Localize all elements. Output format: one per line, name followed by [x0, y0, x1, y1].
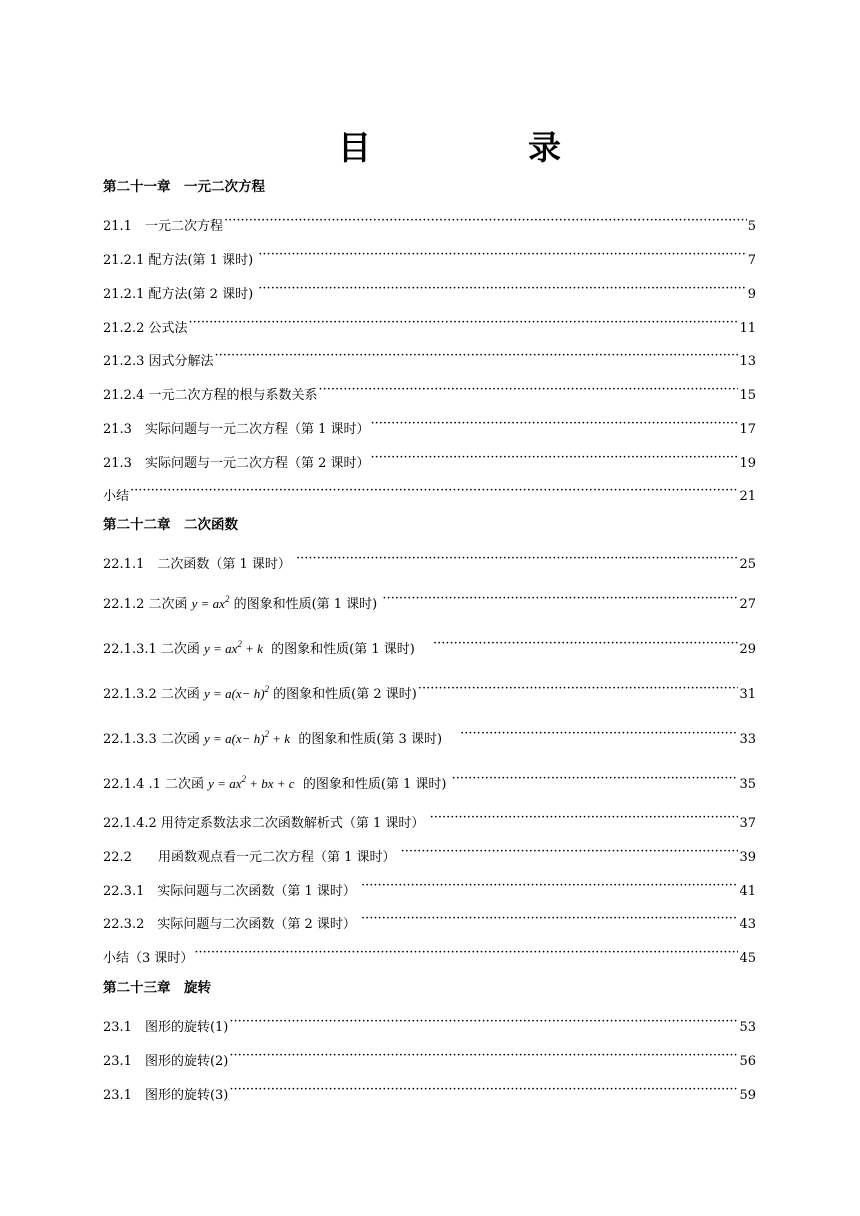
entry-page: 59	[739, 1088, 756, 1103]
entry-suffix: 的图象和性质(第 3 课时)	[290, 732, 460, 747]
entry-label: 小结（3 课时）	[103, 951, 194, 966]
entry-page: 11	[739, 321, 756, 336]
dot-leader	[229, 1047, 738, 1065]
entry-page: 15	[739, 388, 756, 403]
toc-entry[interactable]	[103, 1047, 756, 1071]
math-formula: y = a(x− h)	[204, 686, 265, 701]
toc-entry[interactable]	[103, 280, 756, 304]
dot-leader	[452, 770, 739, 788]
entry-prefix: 22.1.2 二次函	[103, 597, 192, 612]
entry-label: 22.2 用函数观点看一元二次方程（第 1 课时）	[103, 850, 400, 865]
toc-entry[interactable]	[103, 212, 756, 236]
entry-page: 31	[739, 687, 756, 702]
entry-page: 53	[739, 1020, 756, 1035]
entry-prefix: 22.1.3.1 二次函	[103, 642, 205, 657]
entry-page: 29	[739, 642, 756, 657]
entry-page: 41	[739, 884, 756, 899]
dot-leader	[418, 680, 739, 698]
dot-leader	[214, 347, 738, 365]
toc-entry[interactable]	[103, 809, 756, 833]
entry-prefix: 22.1.3.3 二次函	[103, 732, 205, 747]
chapter-heading-22: 第二十二章 二次函数	[103, 517, 238, 533]
toc-entry[interactable]	[103, 877, 756, 901]
entry-page: 27	[739, 597, 756, 612]
entry-label: 21.2.4 一元二次方程的根与系数关系	[103, 388, 318, 403]
entry-label	[103, 685, 417, 704]
dot-leader	[401, 843, 739, 861]
entry-page: 19	[739, 456, 756, 471]
math-formula: y = ax	[191, 596, 225, 611]
dot-leader	[258, 280, 746, 298]
entry-label: 23.1 图形的旋转(3)	[103, 1088, 229, 1103]
entry-page: 5	[747, 219, 756, 234]
math-formula-tail: + bx + c	[245, 776, 295, 791]
entry-page: 9	[747, 287, 756, 302]
toc-entry[interactable]	[103, 314, 756, 338]
dot-leader	[296, 550, 738, 568]
entry-label: 21.3 实际问题与一元二次方程（第 2 课时）	[103, 456, 370, 471]
entry-page: 56	[739, 1054, 756, 1069]
math-exponent: 2	[241, 774, 246, 784]
math-exponent: 2	[264, 684, 270, 694]
chapter-heading-21: 第二十一章 一元二次方程	[103, 179, 265, 195]
dot-leader	[130, 482, 738, 500]
entry-page: 43	[739, 917, 756, 932]
toc-entry[interactable]	[103, 725, 756, 749]
chapter-heading-23: 第二十三章 旋转	[103, 980, 211, 996]
title-char-1: 目	[338, 128, 371, 167]
toc-entry[interactable]	[103, 550, 756, 574]
toc-entry[interactable]	[103, 482, 756, 506]
dot-leader	[370, 415, 738, 433]
toc-entry[interactable]	[103, 843, 756, 867]
entry-label: 21.2.1 配方法(第 2 课时)	[103, 287, 258, 302]
math-exponent: 2	[264, 729, 270, 739]
dot-leader	[433, 635, 738, 653]
dot-leader	[229, 1013, 738, 1031]
entry-page: 35	[739, 777, 756, 792]
entry-suffix: 的图象和性质(第 1 课时)	[229, 597, 382, 612]
math-formula: y = a(x− h)	[204, 731, 265, 746]
entry-page: 45	[739, 951, 756, 966]
math-exponent: 2	[224, 594, 230, 604]
toc-entry[interactable]	[103, 944, 756, 968]
toc-entry[interactable]	[103, 415, 756, 439]
math-exponent: 2	[237, 639, 242, 649]
entry-label: 小结	[103, 489, 130, 504]
toc-entry[interactable]	[103, 347, 756, 371]
entry-label	[103, 595, 381, 614]
math-formula: y = ax	[208, 776, 242, 791]
entry-label: 22.1.1 二次函数（第 1 课时）	[103, 557, 296, 572]
entry-label: 22.3.2 实际问题与二次函数（第 2 课时）	[103, 917, 361, 932]
entry-prefix: 22.1.3.2 二次函	[103, 687, 205, 702]
entry-label: 23.1 图形的旋转(1)	[103, 1020, 229, 1035]
toc-entry[interactable]	[103, 1013, 756, 1037]
entry-page: 21	[739, 489, 756, 504]
entry-label: 21.2.2 公式法	[103, 321, 188, 336]
dot-leader	[361, 910, 738, 928]
dot-leader	[370, 449, 738, 467]
entry-label: 21.2.1 配方法(第 1 课时)	[103, 253, 258, 268]
entry-label: 21.1 一元二次方程	[103, 219, 223, 234]
entry-label: 21.2.3 因式分解法	[103, 354, 214, 369]
toc-entry[interactable]	[103, 246, 756, 270]
entry-label: 22.1.4.2 用待定系数法求二次函数解析式（第 1 课时）	[103, 816, 429, 831]
toc-entry[interactable]	[103, 381, 756, 405]
dot-leader	[229, 1081, 738, 1099]
entry-page: 33	[739, 732, 756, 747]
toc-entry[interactable]	[103, 680, 756, 704]
entry-page: 37	[739, 816, 756, 831]
entry-page: 17	[739, 422, 756, 437]
dot-leader	[224, 212, 747, 230]
entry-page: 25	[739, 557, 756, 572]
entry-suffix: 的图象和性质(第 1 课时)	[262, 642, 432, 657]
entry-suffix: 的图象和性质(第 2 课时)	[269, 687, 417, 702]
entry-page: 39	[739, 850, 756, 865]
entry-page: 13	[739, 354, 756, 369]
math-formula-tail: + k	[269, 731, 291, 746]
math-formula-tail: + k	[241, 641, 263, 656]
entry-label: 23.1 图形的旋转(2)	[103, 1054, 229, 1069]
dot-leader	[361, 877, 738, 895]
math-formula: y = ax	[204, 641, 238, 656]
dot-leader	[318, 381, 738, 399]
toc-entry[interactable]	[103, 635, 756, 659]
toc-entry[interactable]	[103, 770, 756, 794]
entry-suffix: 的图象和性质(第 1 课时)	[294, 777, 451, 792]
entry-label: 21.3 实际问题与一元二次方程（第 1 课时）	[103, 422, 370, 437]
entry-prefix: 22.1.4 .1 二次函	[103, 777, 209, 792]
dot-leader	[460, 725, 738, 743]
toc-entry[interactable]	[103, 590, 756, 614]
entry-label: 22.3.1 实际问题与二次函数（第 1 课时）	[103, 884, 361, 899]
toc-entry[interactable]	[103, 910, 756, 934]
title-char-2: 录	[528, 128, 561, 167]
dot-leader	[194, 944, 738, 962]
entry-label	[103, 640, 432, 659]
entry-page: 7	[747, 253, 756, 268]
entry-label	[103, 730, 459, 749]
toc-entry[interactable]	[103, 449, 756, 473]
dot-leader	[258, 246, 746, 264]
entry-label	[103, 775, 451, 794]
dot-leader	[188, 314, 738, 332]
toc-entry[interactable]	[103, 1081, 756, 1105]
page-title	[0, 128, 860, 172]
dot-leader	[382, 590, 738, 608]
dot-leader	[430, 809, 739, 827]
